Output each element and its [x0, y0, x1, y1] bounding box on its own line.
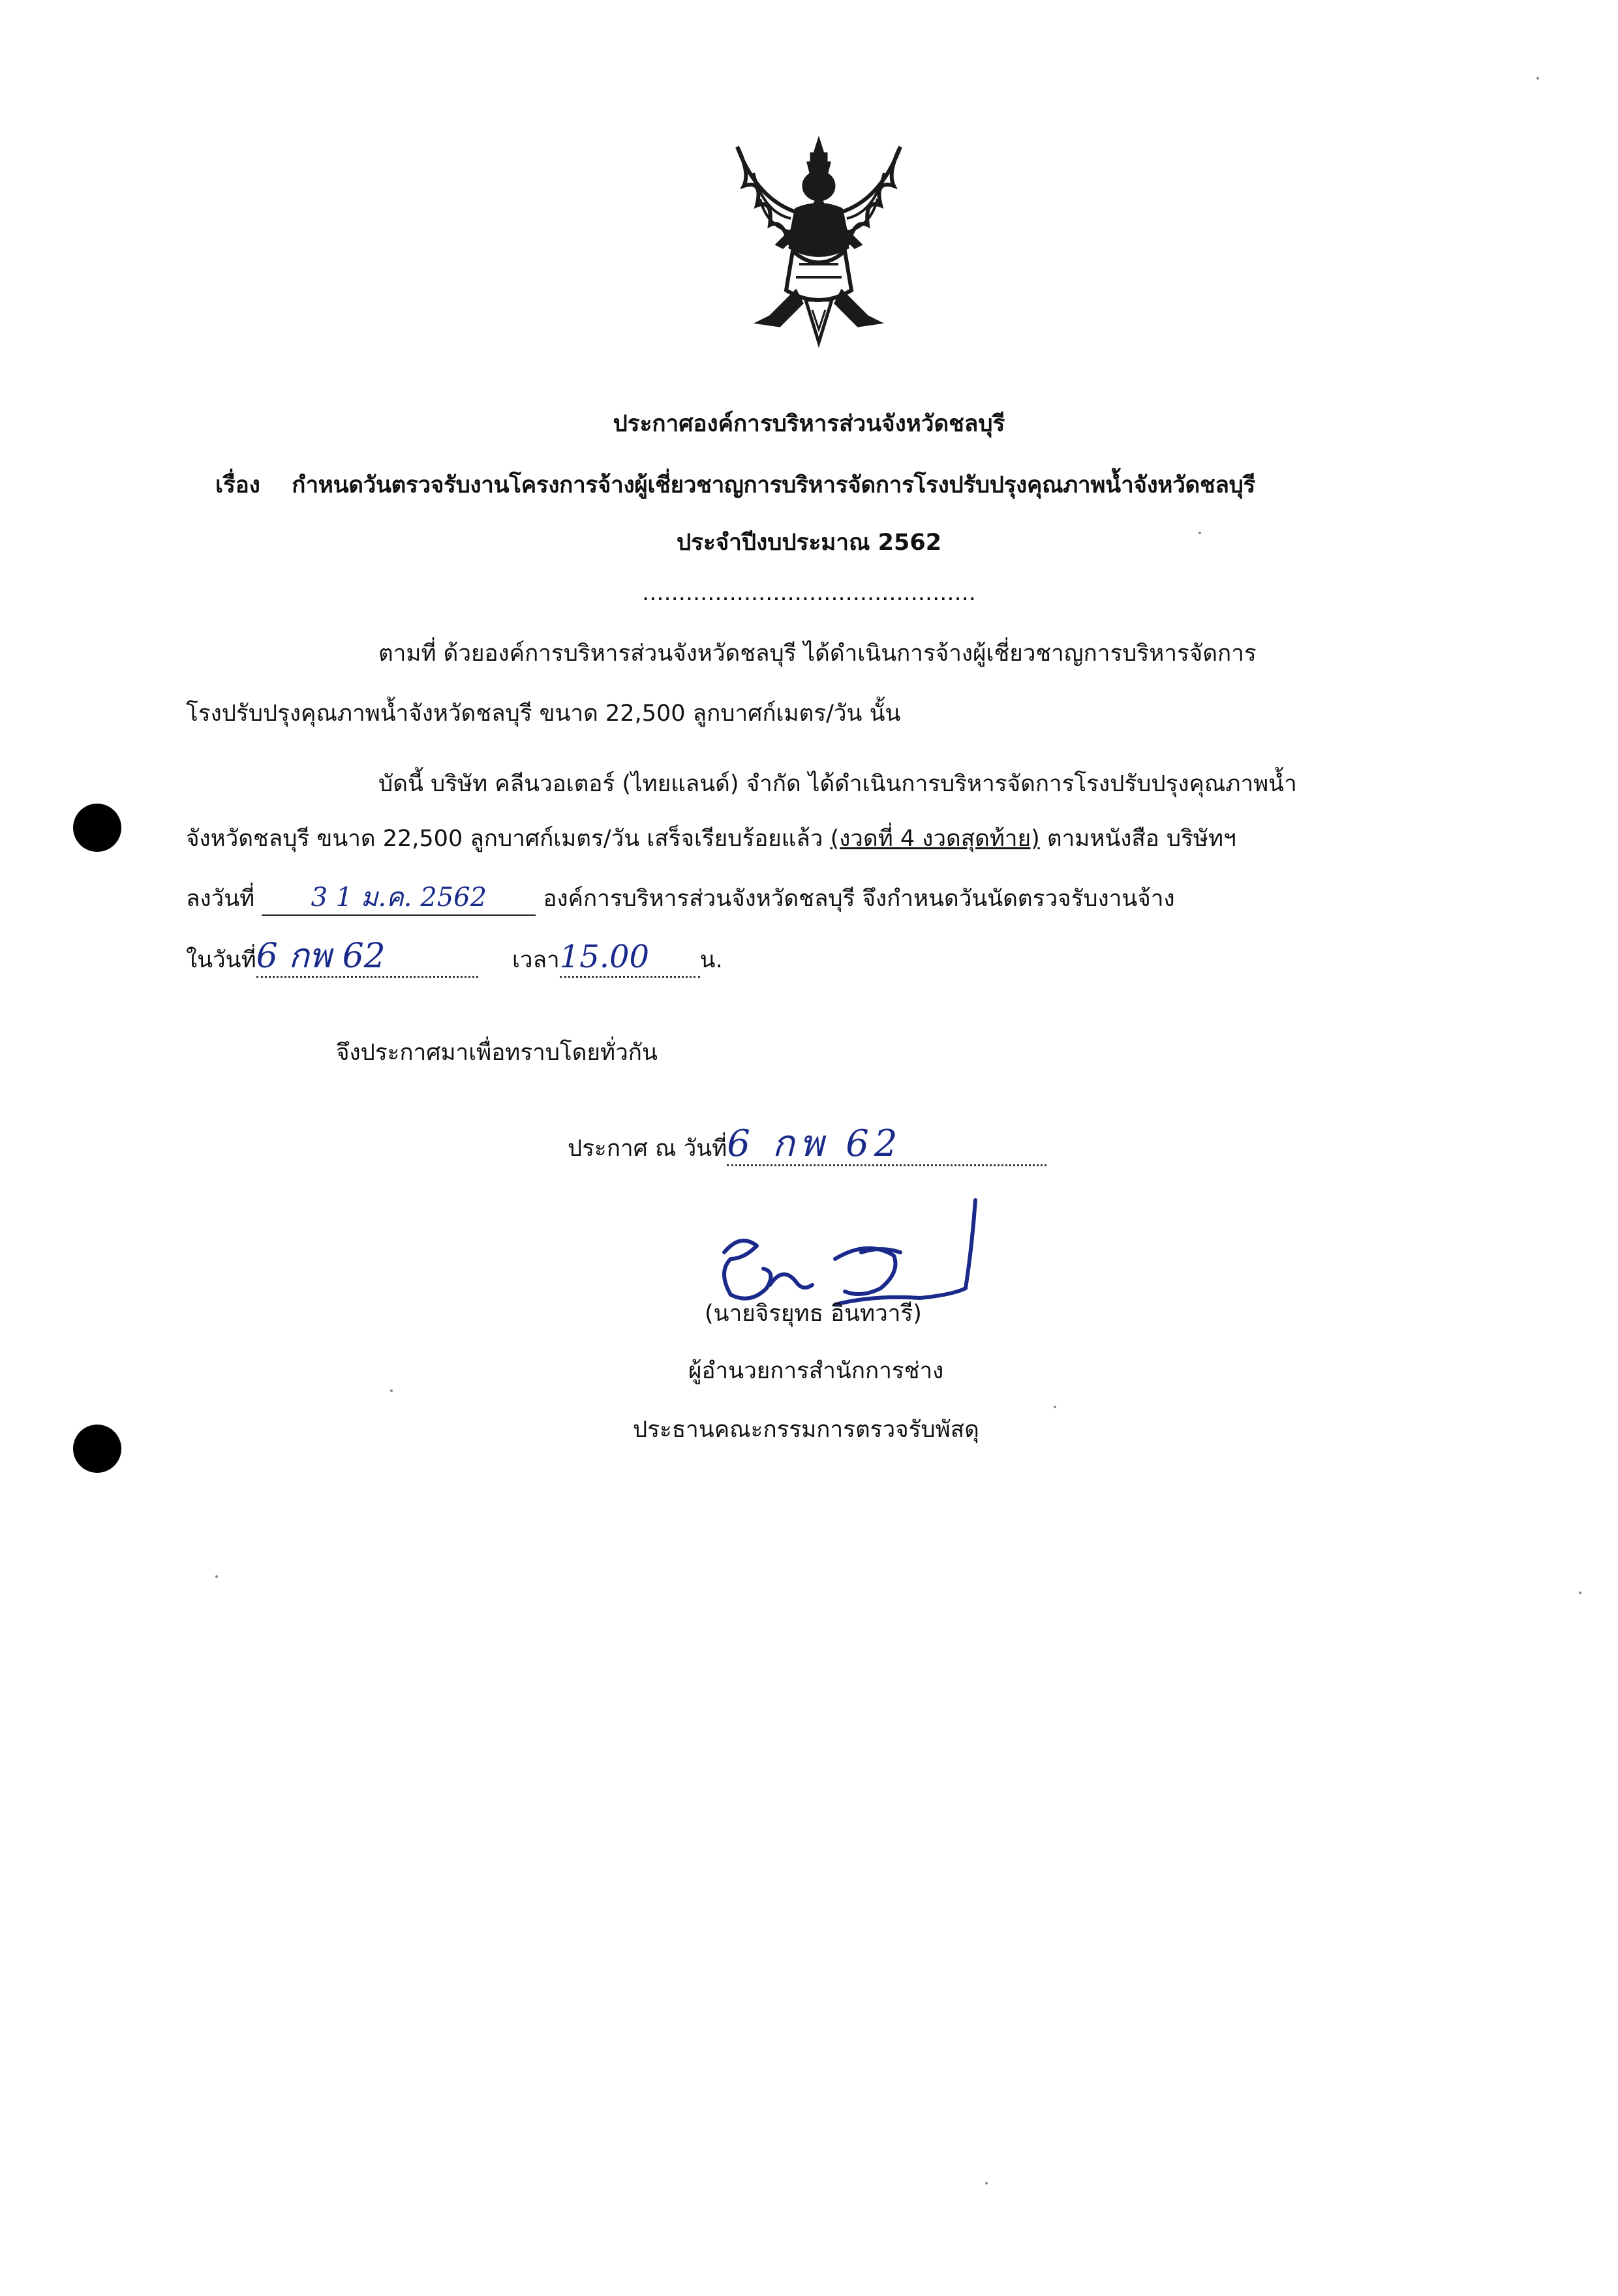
letter-date-suffix: องค์การบริหารส่วนจังหวัดชลบุรี จึงกำหนดวันนัดตรวจรับงานจ้าง	[543, 886, 1175, 912]
paragraph2-line1: บัดนี้ บริษัท คลีนวอเตอร์ (ไทยแลนด์) จำกัด ได้ดำเนินการบริหารจัดการโรงปรับปรุงคุณภาพน้ำ	[378, 771, 1297, 797]
letter-date-handwritten: 3 1 ม.ค. 2562	[311, 883, 487, 913]
scan-speck	[1054, 1406, 1056, 1408]
paragraph2-line2-end: ตามหนังสือ บริษัทฯ	[1039, 826, 1236, 852]
paragraph1-line2: โรงปรับปรุงคุณภาพน้ำจังหวัดชลบุรี ขนาด 22,500 ลูกบาศก์เมตร/วัน นั้น	[186, 701, 901, 727]
paragraph1-line1: ตามที่ ด้วยองค์การบริหารส่วนจังหวัดชลบุรี ได้ดำเนินการจ้างผู้เชี่ยวชาญการบริหารจัดการ	[378, 641, 1257, 667]
fiscal-year-line: ประจำปีงบประมาณ 2562	[676, 530, 942, 556]
announced-date-line	[568, 1123, 1046, 1166]
subject-text: กำหนดวันตรวจรับงานโครงการจ้างผู้เชี่ยวชาญการบริหารจัดการโรงปรับปรุงคุณภาพน้ำจังหวัดชลบุรี	[292, 472, 1256, 498]
inspection-date-handwritten: 6 กพ 62	[256, 937, 386, 976]
installment-note: (งวดที่ 4 งวดสุดท้าย)	[830, 826, 1040, 852]
binder-hole-top	[73, 804, 121, 852]
scan-speck	[985, 2182, 988, 2184]
time-unit: น.	[699, 947, 723, 973]
signatory-position: ผู้อำนวยการสำนักการช่าง	[688, 1358, 944, 1384]
scan-speck	[1536, 77, 1539, 80]
separator-dots: ..............................................	[642, 580, 976, 606]
announced-date-handwritten: 6 กพ 62	[727, 1123, 903, 1165]
signatory-role: ประธานคณะกรรมการตรวจรับพัสดุ	[633, 1417, 979, 1443]
signature-icon	[705, 1181, 992, 1318]
paragraph2-line2-start: จังหวัดชลบุรี ขนาด 22,500 ลูกบาศก์เมตร/วัน เสร็จเรียบร้อยแล้ว	[186, 826, 831, 852]
scan-speck	[1579, 1592, 1581, 1594]
inspection-date-prefix: ในวันที่	[186, 947, 256, 973]
binder-hole-bottom	[73, 1425, 121, 1473]
header-title: ประกาศองค์การบริหารส่วนจังหวัดชลบุรี	[613, 411, 1005, 437]
inspection-line	[186, 937, 723, 978]
scan-speck	[1198, 532, 1201, 534]
letter-date-prefix: ลงวันที่	[186, 886, 255, 912]
paragraph2-line3	[186, 882, 1175, 916]
inspection-time-handwritten: 15.00	[559, 939, 650, 975]
scan-speck	[215, 1575, 218, 1578]
garuda-emblem-icon	[718, 134, 920, 349]
scan-speck	[390, 1389, 393, 1392]
paragraph2-line2	[186, 823, 1236, 854]
closing-line: จึงประกาศมาเพื่อทราบโดยทั่วกัน	[336, 1040, 658, 1066]
subject-label: เรื่อง	[215, 472, 260, 498]
announced-label: ประกาศ ณ วันที่	[568, 1136, 727, 1162]
signatory-name: (นายจิรยุทธ อินทวารี)	[705, 1301, 922, 1327]
time-label: เวลา	[511, 947, 560, 973]
subject-line	[215, 470, 1461, 501]
